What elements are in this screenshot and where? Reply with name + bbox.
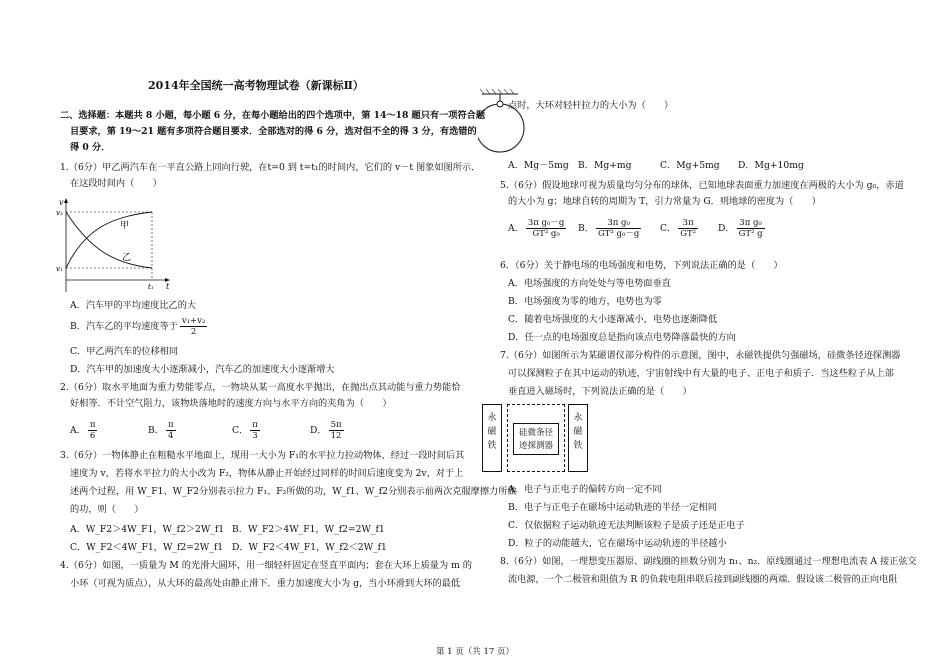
q5-stem-line2: 的大小为 g；地球自转的周期为 T，引力常量为 G．则地球的密度为（ ） xyxy=(508,196,821,207)
right-magnet-char2: 磁 xyxy=(573,427,583,437)
q5-option-b xyxy=(578,218,643,239)
q2-option-b xyxy=(148,420,178,441)
q6-option-b: B．电场强度为零的地方，电势也为零 xyxy=(508,296,662,307)
right-magnet-char1: 永 xyxy=(573,413,583,423)
q5-option-c xyxy=(660,218,700,239)
q2-a-letter: A． xyxy=(70,425,86,436)
q2-a-frac xyxy=(88,420,98,441)
q1-stem-line2: 在这段时间内（ ） xyxy=(70,178,162,189)
q7-stem-line3: 垂直进入磁场时，下列说法正确的是（ ） xyxy=(508,386,692,397)
q5-c-num: 3π xyxy=(678,218,698,229)
q5-option-d xyxy=(718,218,767,239)
q1-stem-line1: 1.（6分）甲乙两汽车在一平直公路上同向行驶，在t=0 到 t=t₁的时间内，它们的 v－t 图象如图所示． xyxy=(60,162,481,173)
q1-option-c: C．甲乙两汽车的位移相同 xyxy=(70,346,179,357)
q4-stem-line2: 小环（可视为质点），从大环的最高处由静止滑下．重力加速度大小为 g，当小环滑到大环的最低 xyxy=(70,578,461,589)
q4-ring-diagram xyxy=(478,86,548,158)
q2-c-letter: C． xyxy=(232,425,249,436)
q5-a-den: GT² g₀ xyxy=(532,229,560,239)
q8-stem-line2: 流电源，一个二极管和阻值为 R 的负载电阻串联后接到副线圈的两端．假设该二极管的正向电阻 xyxy=(508,574,898,585)
q6-option-d: D．任一点的电场强度总是指向该点电势降落最快的方向 xyxy=(508,332,736,343)
yi-label: 乙 xyxy=(122,253,132,263)
q4-option-d: D．Mg+10mg xyxy=(738,160,804,171)
q7-option-c: C．仅依据粒子运动轨迹无法判断该粒子是质子还是正电子 xyxy=(508,520,745,531)
q3-stem-line1: 3.（6分）一物体静止在粗糙水平地面上，现用一大小为 F₁的水平拉力拉动物体，经过一段时间后其 xyxy=(60,450,465,461)
left-magnet-char2: 磁 xyxy=(487,427,497,437)
q6-option-a: A．电场强度的方向处处与等电势面垂直 xyxy=(508,278,671,289)
q2-b-den: 4 xyxy=(168,431,174,441)
q2-d-frac xyxy=(329,420,344,441)
q5-d-letter: D． xyxy=(718,223,735,234)
q3-stem-line2: 速度为 v，若将水平拉力的大小改为 F₂，物体从静止开始经过同样的时间后速度变为 2v，对于上 xyxy=(70,468,464,479)
q5-b-num: 3π g₀ xyxy=(596,218,641,229)
q1-b-num: v₁+v₂ xyxy=(181,316,206,326)
left-magnet-char3: 铁 xyxy=(487,441,497,451)
detector-box xyxy=(507,404,565,472)
t-axis-label: t xyxy=(166,282,170,291)
q1-option-d: D．汽车甲的加速度大小逐渐减小，汽车乙的加速度大小逐渐增大 xyxy=(70,364,335,375)
q1-vt-graph xyxy=(56,196,176,296)
right-magnet-char3: 铁 xyxy=(573,441,583,451)
q5-d-num: 3π g₀ xyxy=(737,218,765,229)
hatch xyxy=(498,89,502,94)
q2-c-num: π xyxy=(252,420,258,430)
q7-spectrometer-diagram xyxy=(482,404,588,474)
q4-stem-line3: 点时，大环对轻杆拉力的大小为（ ） xyxy=(508,100,674,111)
q2-d-num: 5π xyxy=(330,420,342,430)
section-header-line2: 目要求，第 19～21 题有多项符合题目要求．全部选对的得 6 分，选对但不全的得 3 分，有选错的 xyxy=(70,126,477,137)
q4-option-b: B．Mg+mg xyxy=(578,160,632,171)
big-ring xyxy=(478,104,524,152)
q5-option-a xyxy=(508,218,568,239)
q1-option-b-fraction xyxy=(180,316,208,337)
hatch xyxy=(492,89,496,94)
detector-label-1: 硅微条径 xyxy=(518,428,553,438)
q5-c-letter: C． xyxy=(660,223,677,234)
q5-d-frac xyxy=(737,218,765,239)
q2-d-letter: D． xyxy=(310,425,327,436)
q2-stem-line2: 好相等．不计空气阻力，该物块落地时的速度方向与水平方向的夹角为（ ） xyxy=(70,398,392,409)
jia-label: 甲 xyxy=(120,221,130,231)
q2-b-num: π xyxy=(167,420,174,430)
q5-stem-line1: 5.（6分）假设地球可视为质量均匀分布的球体，已知地球表面重力加速度在两极的大小为 g₀，赤道 xyxy=(500,180,904,191)
q2-b-letter: B． xyxy=(148,425,164,436)
q3-option-a: A．W_F2＞4W_F1，W_f2＞2W_f1 xyxy=(70,524,225,535)
q5-c-den: GT² xyxy=(680,229,697,239)
q2-option-a xyxy=(70,420,99,441)
v1-label: v₁ xyxy=(56,265,63,273)
left-magnet xyxy=(482,404,502,472)
q5-a-letter: A． xyxy=(508,223,524,234)
q1-option-a: A．汽车甲的平均速度比乙的大 xyxy=(70,300,197,311)
q8-stem-line1: 8.（6分）如图，一理想变压器原、副线圈的匝数分别为 n₁、n₂．原线圈通过一理想电流表 A 接正弦交 xyxy=(500,556,917,567)
section-header-line1: 二、选择题：本题共 8 小题，每小题 6 分，在每小题给出的四个选项中，第 14～18 题只有一项符合题 xyxy=(60,110,486,121)
detector-inner xyxy=(513,423,559,455)
page-footer: 第 1 页（共 17 页） xyxy=(435,647,515,657)
left-magnet-char1: 永 xyxy=(487,413,497,423)
small-ring xyxy=(497,101,503,107)
detector-label-2: 迹探测器 xyxy=(518,441,553,451)
q2-c-frac xyxy=(250,420,260,441)
q7-option-a: A．电子与正电子的偏转方向一定不同 xyxy=(508,484,662,495)
q3-option-c: C．W_F2＜4W_F1，W_f2=2W_f1 xyxy=(70,542,224,553)
q1-option-b-text: B．汽车乙的平均速度等于 xyxy=(70,321,178,332)
page-title: 2014年全国统一高考物理试卷（新课标Ⅱ） xyxy=(148,79,364,92)
v-axis-arrow xyxy=(64,198,68,203)
q6-option-c: C．随着电场强度的大小逐渐减小，电势也逐渐降低 xyxy=(508,314,718,325)
hatch xyxy=(486,89,490,94)
q2-stem-line1: 2.（6分）取水平地面为重力势能零点，一物块从某一高度水平抛出，在抛出点其动能与重力势能恰 xyxy=(60,382,461,393)
hatch xyxy=(504,89,508,94)
section-header-line3: 得 0 分． xyxy=(70,142,111,153)
q7-stem-line1: 7.（6分）如图所示为某磁谱仪部分构件的示意图，图中，永磁铁提供匀强磁场，硅微条径迹探测器 xyxy=(500,350,901,361)
q5-c-frac xyxy=(678,218,698,239)
q2-c-den: 3 xyxy=(252,431,258,441)
q4-option-a: A．Mg－5mg xyxy=(508,160,569,171)
q2-a-den: 6 xyxy=(89,431,96,441)
q7-option-d: D．粒子的动能越大，它在磁场中运动轨迹的半径越小 xyxy=(508,538,727,549)
q1-b-den: 2 xyxy=(190,327,197,337)
q2-option-c xyxy=(232,420,262,441)
q4-stem-line1: 4.（6分）如图，一质量为 M 的光滑大圆环，用一细轻杆固定在竖直平面内；套在大环上质量为 m 的 xyxy=(60,560,472,571)
q5-a-num: 3π g₀－g xyxy=(527,218,565,228)
q5-b-frac xyxy=(596,218,641,239)
q2-b-frac xyxy=(166,420,176,441)
q5-a-frac xyxy=(526,218,567,239)
q2-d-den: 12 xyxy=(330,431,342,441)
q7-option-b: B．电子与正电子在磁场中运动轨迹的半径一定相同 xyxy=(508,502,717,513)
q5-d-den: GT² g xyxy=(738,229,763,239)
hatch xyxy=(510,89,514,94)
q3-stem-line4: 的功，则（ ） xyxy=(70,504,144,515)
q7-stem-line2: 可以探测粒子在其中运动的轨迹，宇宙射线中有大量的电子、正电子和质子．当这些粒子从上部 xyxy=(508,368,894,379)
curve-jia xyxy=(66,212,152,268)
hatch xyxy=(480,89,484,94)
curve-yi xyxy=(66,212,152,268)
q4-option-c: C．Mg+5mg xyxy=(660,160,720,171)
q3-option-d: D．W_F2＜4W_F1，W_f2＜2W_f1 xyxy=(232,542,387,553)
v2-label: v₂ xyxy=(56,209,63,217)
q5-b-letter: B． xyxy=(578,223,594,234)
q3-option-b: B．W_F2＞4W_F1，W_f2=2W_f1 xyxy=(232,524,385,535)
q2-option-d xyxy=(310,420,346,441)
q3-stem-line3: 述两个过程，用 W_F1、W_F2分别表示拉力 F₁、F₂所做的功，W_f1、W_f2分别表示前两次克服摩擦力所做 xyxy=(70,486,517,497)
q5-b-den: GT² g₀－g xyxy=(597,229,640,239)
q6-stem: 6．（6分）关于静电场的电场强度和电势，下列说法正确的是（ ） xyxy=(500,260,783,271)
t1-label: t₁ xyxy=(148,283,154,291)
right-magnet xyxy=(568,404,588,472)
v-axis-label: v xyxy=(59,198,64,207)
q1-option-b xyxy=(70,316,209,337)
q2-a-num: π xyxy=(89,420,96,430)
